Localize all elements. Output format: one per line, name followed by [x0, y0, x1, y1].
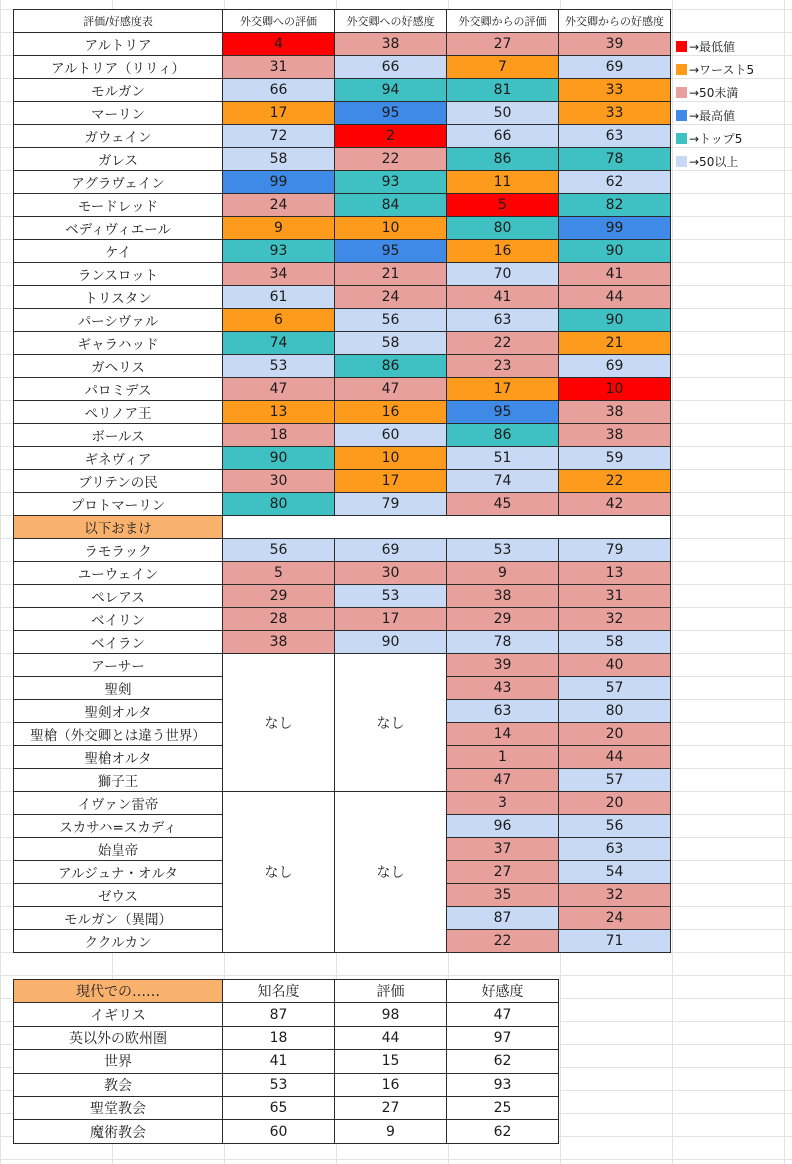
table-row — [14, 148, 671, 171]
modern-column-header[interactable]: 評価 — [335, 980, 447, 1003]
value-cell[interactable]: 16 — [447, 240, 559, 263]
modern-name-cell[interactable]: 英以外の欧州圏 — [14, 1026, 223, 1049]
name-cell[interactable]: モードレッド — [14, 194, 223, 217]
value-cell[interactable]: 30 — [335, 562, 447, 585]
modern-value-cell[interactable]: 44 — [335, 1026, 447, 1049]
modern-value-cell[interactable]: 53 — [223, 1073, 335, 1096]
value-cell[interactable]: 96 — [447, 815, 559, 838]
value-cell[interactable]: 80 — [559, 700, 671, 723]
table-row — [14, 401, 671, 424]
table-row — [14, 608, 671, 631]
name-cell[interactable]: ラモラック — [14, 539, 223, 562]
value-cell[interactable]: 38 — [447, 585, 559, 608]
value-cell[interactable]: 79 — [559, 539, 671, 562]
value-cell[interactable]: 63 — [447, 309, 559, 332]
value-cell[interactable]: 61 — [223, 286, 335, 309]
rating-table — [13, 9, 671, 953]
value-cell[interactable]: 4 — [223, 33, 335, 56]
value-cell[interactable]: 51 — [447, 447, 559, 470]
table-row — [14, 171, 671, 194]
legend-label: →最低値 — [689, 40, 736, 54]
value-cell[interactable]: 54 — [559, 861, 671, 884]
value-cell[interactable]: 63 — [559, 838, 671, 861]
modern-value-cell[interactable]: 18 — [223, 1026, 335, 1049]
value-cell[interactable]: 74 — [447, 470, 559, 493]
modern-value-cell[interactable]: 87 — [223, 1003, 335, 1026]
legend-label: →最高値 — [689, 109, 736, 123]
legend-swatch — [676, 41, 687, 52]
value-cell[interactable]: 22 — [335, 148, 447, 171]
value-cell[interactable]: 57 — [559, 677, 671, 700]
value-cell[interactable]: 32 — [559, 608, 671, 631]
name-cell[interactable]: ブリテンの民 — [14, 470, 223, 493]
legend-swatch — [676, 110, 687, 121]
name-cell[interactable]: イヴァン雷帝 — [14, 792, 223, 815]
value-cell[interactable]: 13 — [223, 401, 335, 424]
none-cell[interactable]: なし — [223, 792, 335, 953]
name-cell[interactable]: 始皇帝 — [14, 838, 223, 861]
value-cell[interactable]: 90 — [559, 309, 671, 332]
name-cell[interactable]: プロトマーリン — [14, 493, 223, 516]
modern-value-cell[interactable]: 27 — [335, 1096, 447, 1119]
value-cell[interactable]: 66 — [447, 125, 559, 148]
value-cell[interactable]: 47 — [223, 378, 335, 401]
table-row — [14, 56, 671, 79]
name-cell[interactable]: ガレス — [14, 148, 223, 171]
value-cell[interactable]: 10 — [335, 217, 447, 240]
none-cell[interactable]: なし — [335, 792, 447, 953]
column-header[interactable]: 外交卿からの評価 — [447, 10, 559, 33]
name-cell[interactable]: 聖槍（外交卿とは違う世界） — [14, 723, 223, 746]
value-cell[interactable]: 74 — [223, 332, 335, 355]
value-cell[interactable]: 10 — [559, 378, 671, 401]
table-row — [14, 79, 671, 102]
table-row — [14, 585, 671, 608]
value-cell[interactable]: 45 — [447, 493, 559, 516]
value-cell[interactable]: 5 — [447, 194, 559, 217]
value-cell[interactable]: 11 — [447, 171, 559, 194]
value-cell[interactable]: 62 — [559, 171, 671, 194]
table-row — [14, 493, 671, 516]
name-cell[interactable]: ベイラン — [14, 631, 223, 654]
value-cell[interactable]: 47 — [335, 378, 447, 401]
value-cell[interactable]: 78 — [447, 631, 559, 654]
name-cell[interactable]: アルジュナ・オルタ — [14, 861, 223, 884]
table-row — [14, 562, 671, 585]
value-cell[interactable]: 90 — [335, 631, 447, 654]
name-cell[interactable]: モルガン — [14, 79, 223, 102]
legend-label: →50以上 — [689, 155, 739, 169]
legend-item — [676, 127, 786, 150]
table-row — [14, 378, 671, 401]
value-cell[interactable]: 41 — [559, 263, 671, 286]
extras-label-row — [14, 516, 671, 539]
modern-value-cell[interactable]: 93 — [447, 1073, 559, 1096]
value-cell[interactable]: 17 — [223, 102, 335, 125]
value-cell[interactable]: 63 — [559, 125, 671, 148]
value-cell[interactable]: 29 — [447, 608, 559, 631]
value-cell[interactable]: 72 — [223, 125, 335, 148]
modern-column-header[interactable]: 好感度 — [447, 980, 559, 1003]
value-cell[interactable]: 39 — [447, 654, 559, 677]
legend-swatch — [676, 133, 687, 144]
value-cell[interactable]: 82 — [559, 194, 671, 217]
name-cell[interactable]: ボールス — [14, 424, 223, 447]
value-cell[interactable]: 86 — [447, 148, 559, 171]
value-cell[interactable]: 87 — [447, 907, 559, 930]
value-cell[interactable]: 9 — [447, 562, 559, 585]
modern-value-cell[interactable]: 97 — [447, 1026, 559, 1049]
modern-name-cell[interactable]: 教会 — [14, 1073, 223, 1096]
value-cell[interactable]: 50 — [447, 102, 559, 125]
value-cell[interactable]: 53 — [335, 585, 447, 608]
name-cell[interactable]: 聖槍オルタ — [14, 746, 223, 769]
modern-value-cell[interactable]: 65 — [223, 1096, 335, 1119]
table-row — [14, 217, 671, 240]
table-row — [14, 447, 671, 470]
value-cell[interactable]: 53 — [447, 539, 559, 562]
empty-cell[interactable] — [223, 516, 671, 539]
table-row — [14, 240, 671, 263]
value-cell[interactable]: 58 — [223, 148, 335, 171]
legend-item — [676, 81, 786, 104]
table-row — [14, 424, 671, 447]
name-cell[interactable]: ギネヴィア — [14, 447, 223, 470]
value-cell[interactable]: 57 — [559, 769, 671, 792]
value-cell[interactable]: 17 — [335, 470, 447, 493]
value-cell[interactable]: 58 — [559, 631, 671, 654]
modern-value-cell[interactable]: 60 — [223, 1120, 335, 1143]
value-cell[interactable]: 2 — [335, 125, 447, 148]
value-cell[interactable]: 81 — [447, 79, 559, 102]
value-cell[interactable]: 3 — [447, 792, 559, 815]
value-cell[interactable]: 34 — [223, 263, 335, 286]
value-cell[interactable]: 43 — [447, 677, 559, 700]
value-cell[interactable]: 20 — [559, 792, 671, 815]
table-title-cell[interactable]: 評価/好感度表 — [14, 10, 223, 33]
modern-name-cell[interactable]: 世界 — [14, 1050, 223, 1073]
header-row — [14, 10, 671, 33]
value-cell[interactable]: 63 — [447, 700, 559, 723]
table-row — [14, 792, 671, 815]
name-cell[interactable]: アーサー — [14, 654, 223, 677]
value-cell[interactable]: 5 — [223, 562, 335, 585]
name-cell[interactable]: ペリノア王 — [14, 401, 223, 424]
value-cell[interactable]: 21 — [335, 263, 447, 286]
table-row — [14, 309, 671, 332]
name-cell[interactable]: ガウェイン — [14, 125, 223, 148]
extras-label-cell[interactable]: 以下おまけ — [14, 516, 223, 539]
modern-value-cell[interactable]: 9 — [335, 1120, 447, 1143]
value-cell[interactable]: 53 — [223, 355, 335, 378]
name-cell[interactable]: 聖剣 — [14, 677, 223, 700]
value-cell[interactable]: 84 — [335, 194, 447, 217]
value-cell[interactable]: 69 — [559, 56, 671, 79]
value-cell[interactable]: 44 — [559, 286, 671, 309]
color-legend — [676, 35, 786, 173]
legend-item — [676, 104, 786, 127]
value-cell[interactable]: 31 — [223, 56, 335, 79]
value-cell[interactable]: 30 — [223, 470, 335, 493]
value-cell[interactable]: 56 — [559, 815, 671, 838]
value-cell[interactable]: 22 — [559, 470, 671, 493]
table-row — [14, 102, 671, 125]
value-cell[interactable]: 20 — [559, 723, 671, 746]
value-cell[interactable]: 21 — [559, 332, 671, 355]
value-cell[interactable]: 99 — [559, 217, 671, 240]
modern-value-cell[interactable]: 47 — [447, 1003, 559, 1026]
name-cell[interactable]: アグラヴェイン — [14, 171, 223, 194]
value-cell[interactable]: 31 — [559, 585, 671, 608]
name-cell[interactable]: ペレアス — [14, 585, 223, 608]
table-row — [14, 654, 671, 677]
value-cell[interactable]: 32 — [559, 884, 671, 907]
value-cell[interactable]: 56 — [335, 309, 447, 332]
column-header[interactable]: 外交卿への評価 — [223, 10, 335, 33]
table-row — [14, 355, 671, 378]
value-cell[interactable]: 56 — [223, 539, 335, 562]
name-cell[interactable]: アルトリア（リリィ） — [14, 56, 223, 79]
value-cell[interactable]: 69 — [335, 539, 447, 562]
modern-name-cell[interactable]: 聖堂教会 — [14, 1096, 223, 1119]
name-cell[interactable]: パロミデス — [14, 378, 223, 401]
value-cell[interactable]: 7 — [447, 56, 559, 79]
value-cell[interactable]: 37 — [447, 838, 559, 861]
column-header[interactable]: 外交卿からの好感度 — [559, 10, 671, 33]
modern-name-cell[interactable]: イギリス — [14, 1003, 223, 1026]
table-row — [14, 194, 671, 217]
name-cell[interactable]: スカサハ=スカディ — [14, 815, 223, 838]
table-row — [14, 539, 671, 562]
value-cell[interactable]: 24 — [559, 907, 671, 930]
modern-value-cell[interactable]: 62 — [447, 1050, 559, 1073]
value-cell[interactable]: 58 — [335, 332, 447, 355]
value-cell[interactable]: 16 — [335, 401, 447, 424]
legend-swatch — [676, 87, 687, 98]
modern-row — [14, 1096, 559, 1119]
modern-row — [14, 1050, 559, 1073]
modern-name-cell[interactable]: 魔術教会 — [14, 1120, 223, 1143]
legend-label: →50未満 — [689, 86, 739, 100]
column-header[interactable]: 外交卿への好感度 — [335, 10, 447, 33]
value-cell[interactable]: 90 — [223, 447, 335, 470]
value-cell[interactable]: 38 — [335, 33, 447, 56]
value-cell[interactable]: 13 — [559, 562, 671, 585]
value-cell[interactable]: 39 — [559, 33, 671, 56]
value-cell[interactable]: 66 — [223, 79, 335, 102]
none-cell[interactable]: なし — [335, 654, 447, 792]
name-cell[interactable]: 聖剣オルタ — [14, 700, 223, 723]
modern-value-cell[interactable]: 41 — [223, 1050, 335, 1073]
table-row — [14, 263, 671, 286]
name-cell[interactable]: ゼウス — [14, 884, 223, 907]
value-cell[interactable]: 6 — [223, 309, 335, 332]
value-cell[interactable]: 17 — [335, 608, 447, 631]
value-cell[interactable]: 9 — [223, 217, 335, 240]
name-cell[interactable]: ベイリン — [14, 608, 223, 631]
name-cell[interactable]: ユーウェイン — [14, 562, 223, 585]
value-cell[interactable]: 93 — [223, 240, 335, 263]
value-cell[interactable]: 42 — [559, 493, 671, 516]
value-cell[interactable]: 78 — [559, 148, 671, 171]
value-cell[interactable]: 38 — [559, 424, 671, 447]
value-cell[interactable]: 14 — [447, 723, 559, 746]
value-cell[interactable]: 70 — [447, 263, 559, 286]
modern-row — [14, 1003, 559, 1026]
legend-item — [676, 150, 786, 173]
value-cell[interactable]: 24 — [335, 286, 447, 309]
value-cell[interactable]: 35 — [447, 884, 559, 907]
name-cell[interactable]: モルガン（異聞） — [14, 907, 223, 930]
value-cell[interactable]: 71 — [559, 930, 671, 953]
table-row — [14, 286, 671, 309]
value-cell[interactable]: 90 — [559, 240, 671, 263]
value-cell[interactable]: 29 — [223, 585, 335, 608]
value-cell[interactable]: 95 — [335, 102, 447, 125]
value-cell[interactable]: 69 — [559, 355, 671, 378]
modern-table — [13, 979, 559, 1144]
name-cell[interactable]: ケイ — [14, 240, 223, 263]
modern-header-row — [14, 980, 559, 1003]
value-cell[interactable]: 95 — [447, 401, 559, 424]
table-row — [14, 470, 671, 493]
value-cell[interactable]: 80 — [223, 493, 335, 516]
name-cell[interactable]: ガヘリス — [14, 355, 223, 378]
modern-title-cell[interactable]: 現代での…… — [14, 980, 223, 1003]
modern-value-cell[interactable]: 15 — [335, 1050, 447, 1073]
value-cell[interactable]: 80 — [447, 217, 559, 240]
modern-value-cell[interactable]: 25 — [447, 1096, 559, 1119]
name-cell[interactable]: マーリン — [14, 102, 223, 125]
value-cell[interactable]: 47 — [447, 769, 559, 792]
legend-swatch — [676, 156, 687, 167]
name-cell[interactable]: ギャラハッド — [14, 332, 223, 355]
name-cell[interactable]: ククルカン — [14, 930, 223, 953]
value-cell[interactable]: 44 — [559, 746, 671, 769]
value-cell[interactable]: 40 — [559, 654, 671, 677]
name-cell[interactable]: ベディヴィエール — [14, 217, 223, 240]
modern-column-header[interactable]: 知名度 — [223, 980, 335, 1003]
value-cell[interactable]: 41 — [447, 286, 559, 309]
value-cell[interactable]: 33 — [559, 79, 671, 102]
value-cell[interactable]: 33 — [559, 102, 671, 125]
none-cell[interactable]: なし — [223, 654, 335, 792]
value-cell[interactable]: 99 — [223, 171, 335, 194]
value-cell[interactable]: 94 — [335, 79, 447, 102]
value-cell[interactable]: 27 — [447, 861, 559, 884]
value-cell[interactable]: 60 — [335, 424, 447, 447]
modern-value-cell[interactable]: 16 — [335, 1073, 447, 1096]
value-cell[interactable]: 86 — [447, 424, 559, 447]
value-cell[interactable]: 22 — [447, 332, 559, 355]
name-cell[interactable]: アルトリア — [14, 33, 223, 56]
value-cell[interactable]: 66 — [335, 56, 447, 79]
value-cell[interactable]: 1 — [447, 746, 559, 769]
legend-label: →ワースト5 — [689, 63, 755, 77]
legend-label: →トップ5 — [689, 132, 743, 146]
value-cell[interactable]: 18 — [223, 424, 335, 447]
modern-row — [14, 1073, 559, 1096]
modern-value-cell[interactable]: 62 — [447, 1120, 559, 1143]
value-cell[interactable]: 23 — [447, 355, 559, 378]
value-cell[interactable]: 27 — [447, 33, 559, 56]
value-cell[interactable]: 38 — [223, 631, 335, 654]
value-cell[interactable]: 17 — [447, 378, 559, 401]
legend-swatch — [676, 64, 687, 75]
table-row — [14, 631, 671, 654]
modern-row — [14, 1120, 559, 1143]
value-cell[interactable]: 59 — [559, 447, 671, 470]
value-cell[interactable]: 95 — [335, 240, 447, 263]
name-cell[interactable]: ランスロット — [14, 263, 223, 286]
name-cell[interactable]: トリスタン — [14, 286, 223, 309]
name-cell[interactable]: 獅子王 — [14, 769, 223, 792]
value-cell[interactable]: 24 — [223, 194, 335, 217]
value-cell[interactable]: 86 — [335, 355, 447, 378]
modern-row — [14, 1026, 559, 1049]
value-cell[interactable]: 28 — [223, 608, 335, 631]
modern-value-cell[interactable]: 98 — [335, 1003, 447, 1026]
name-cell[interactable]: パーシヴァル — [14, 309, 223, 332]
legend-item — [676, 58, 786, 81]
table-row — [14, 125, 671, 148]
value-cell[interactable]: 79 — [335, 493, 447, 516]
value-cell[interactable]: 10 — [335, 447, 447, 470]
table-row — [14, 332, 671, 355]
value-cell[interactable]: 38 — [559, 401, 671, 424]
legend-item — [676, 35, 786, 58]
value-cell[interactable]: 93 — [335, 171, 447, 194]
value-cell[interactable]: 22 — [447, 930, 559, 953]
table-row — [14, 33, 671, 56]
